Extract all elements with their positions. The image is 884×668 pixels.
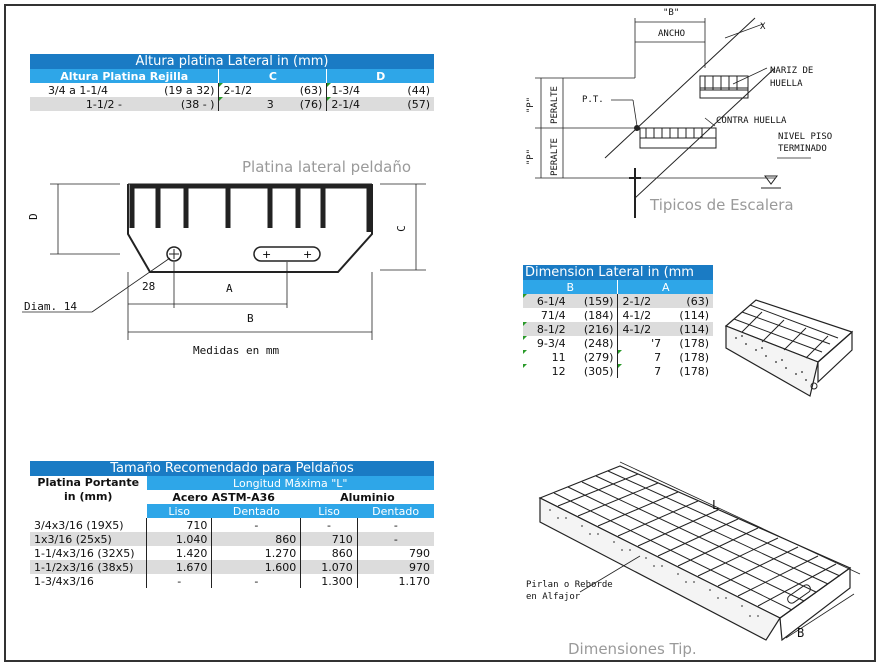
label-peralte-bottom: PERALTE: [549, 138, 560, 176]
cell: '7: [618, 336, 665, 350]
step-3d-small-drawing: [722, 292, 862, 402]
cell: 1.040: [147, 532, 212, 546]
table-row: [523, 336, 713, 350]
caption-platina-lateral: Platina lateral peldaño: [242, 158, 411, 176]
sub-header: Dentado: [212, 504, 301, 518]
cell: -: [301, 518, 358, 532]
cell: 11: [523, 350, 570, 364]
table-dimension-lateral: [523, 265, 713, 378]
cell: 860: [212, 532, 301, 546]
label-c: C: [394, 225, 408, 232]
label-a: A: [226, 282, 233, 295]
table-row: [30, 518, 434, 532]
table-title: Tamaño Recomendado para Peldaños: [30, 461, 434, 476]
cell: (114): [679, 308, 709, 322]
group-steel: Acero ASTM-A36: [172, 490, 275, 504]
cell: (114): [679, 322, 709, 336]
cell: 710: [301, 532, 358, 546]
cell: 3/4 a 1-1/4: [47, 83, 109, 97]
label-contra-huella: CONTRA HUELLA: [716, 116, 787, 126]
table-row: [523, 308, 713, 322]
col-header: B: [523, 280, 618, 294]
cell: 790: [357, 546, 434, 560]
table-row: [30, 560, 434, 574]
platina-lateral-drawing: [20, 172, 460, 372]
cell: 1x3/16 (25x5): [34, 532, 112, 546]
cell: (178): [679, 350, 709, 364]
cell: 8-1/2: [523, 322, 570, 336]
cell: 4-1/2: [618, 308, 665, 322]
table-row: [523, 322, 713, 336]
cell: 710: [147, 518, 212, 532]
cell: 1.670: [147, 560, 212, 574]
cell: 1.420: [147, 546, 212, 560]
label-pirlan-line1: Pirlan o Reborde: [526, 580, 613, 590]
table-row: [30, 83, 434, 97]
cell: 1.300: [301, 574, 358, 588]
sub-header: Liso: [147, 504, 212, 518]
svg-text:+: +: [303, 248, 313, 261]
cell: (63): [299, 83, 323, 97]
cell: 2-1/4: [327, 97, 386, 111]
table-row: [30, 574, 434, 588]
label-b-large: B: [797, 626, 805, 640]
sub-header: Liso: [301, 504, 358, 518]
col-header: C: [219, 69, 327, 83]
table-title: Altura platina Lateral in (mm): [30, 54, 434, 69]
label-b: B: [247, 312, 254, 325]
cell: 3: [219, 97, 278, 111]
label-p-bottom: "P": [526, 148, 537, 166]
cell: -: [357, 532, 434, 546]
label-nariz: NARIZ DE: [770, 66, 814, 76]
span-header: Longitud Máxima "L": [147, 476, 435, 490]
cell: (305): [583, 364, 614, 378]
cell: 6-1/4: [523, 294, 570, 308]
cell: 970: [357, 560, 434, 574]
cell: 1-1/2x3/16 (38x5): [34, 560, 134, 574]
cell: (159): [583, 294, 614, 308]
cell: 1.070: [301, 560, 358, 574]
cell: (178): [679, 364, 709, 378]
cell: (38 - ): [180, 97, 215, 111]
table-row: [30, 532, 434, 546]
label-x: X: [760, 22, 766, 32]
label-units: Medidas en mm: [193, 344, 280, 357]
cell: 12: [523, 364, 570, 378]
cell: (184): [583, 308, 614, 322]
cell: (216): [583, 322, 614, 336]
label-ancho: ANCHO: [658, 29, 686, 39]
cell: -: [212, 518, 301, 532]
cell: 1.170: [357, 574, 434, 588]
cell: 71/4: [540, 308, 566, 322]
cell: 7: [618, 350, 665, 364]
label-terminado: TERMINADO: [778, 144, 827, 154]
table-title: Dimension Lateral in (mm: [523, 265, 713, 280]
cell: 4-1/2: [618, 322, 665, 336]
caption-tipicos-escalera: Tipicos de Escalera: [650, 196, 794, 214]
cell: (279): [583, 350, 614, 364]
cell: (63): [686, 294, 709, 308]
sub-header: Dentado: [357, 504, 434, 518]
label-diam: Diam. 14: [24, 300, 77, 313]
cell: -: [147, 574, 212, 588]
caption-dimensiones-tip: Dimensiones Tip.: [568, 640, 697, 658]
col1-header: [30, 476, 147, 518]
col-header: A: [618, 280, 713, 294]
cell: -: [212, 574, 301, 588]
table-row: [30, 546, 434, 560]
label-28: 28: [142, 280, 156, 293]
label-peralte-top: PERALTE: [549, 86, 560, 124]
col1-line2: in (mm): [64, 490, 113, 503]
label-p-top: "P": [526, 96, 537, 114]
label-huella: HUELLA: [770, 79, 803, 89]
cell: 1.270: [212, 546, 301, 560]
cell: -: [357, 518, 434, 532]
label-pt: P.T.: [582, 95, 604, 105]
label-l: L: [712, 498, 720, 512]
cell: 1-1/4x3/16 (32X5): [34, 546, 135, 560]
cell: (19 a 32): [164, 83, 215, 97]
cell: 9-3/4: [523, 336, 570, 350]
cell: 1-3/4: [327, 83, 386, 97]
table-tamano-peldanos: [30, 461, 434, 588]
cell: (44): [407, 83, 430, 97]
cell: (178): [679, 336, 709, 350]
table-row: [523, 350, 713, 364]
escalera-drawing: [515, 8, 855, 228]
col-header: Altura Platina Rejilla: [30, 69, 219, 83]
step-3d-large-drawing: [520, 458, 870, 648]
cell: (248): [583, 336, 614, 350]
group-aluminio: Aluminio: [340, 490, 395, 504]
col1-line1: Platina Portante: [37, 476, 140, 489]
svg-text:+: +: [262, 248, 272, 261]
col-header: D: [327, 69, 434, 83]
label-nivel: NIVEL PISO: [778, 132, 833, 142]
label-d: D: [26, 213, 40, 220]
cell: (57): [407, 97, 430, 111]
cell: 7: [618, 364, 665, 378]
cell: 1.600: [212, 560, 301, 574]
cell: 1-3/4x3/16: [34, 574, 94, 588]
label-b-quote: "B": [663, 8, 680, 18]
cell: 2-1/2: [618, 294, 665, 308]
cell: 1-1/2 -: [85, 97, 122, 111]
table-row: [523, 294, 713, 308]
table-altura-platina: [30, 54, 434, 111]
cell: 2-1/2: [219, 83, 278, 97]
cell: 860: [301, 546, 358, 560]
table-row: [523, 364, 713, 378]
cell: (76): [299, 97, 323, 111]
table-row: [30, 97, 434, 111]
cell: 3/4x3/16 (19X5): [34, 518, 124, 532]
label-pirlan-line2: en Alfajor: [526, 592, 581, 602]
